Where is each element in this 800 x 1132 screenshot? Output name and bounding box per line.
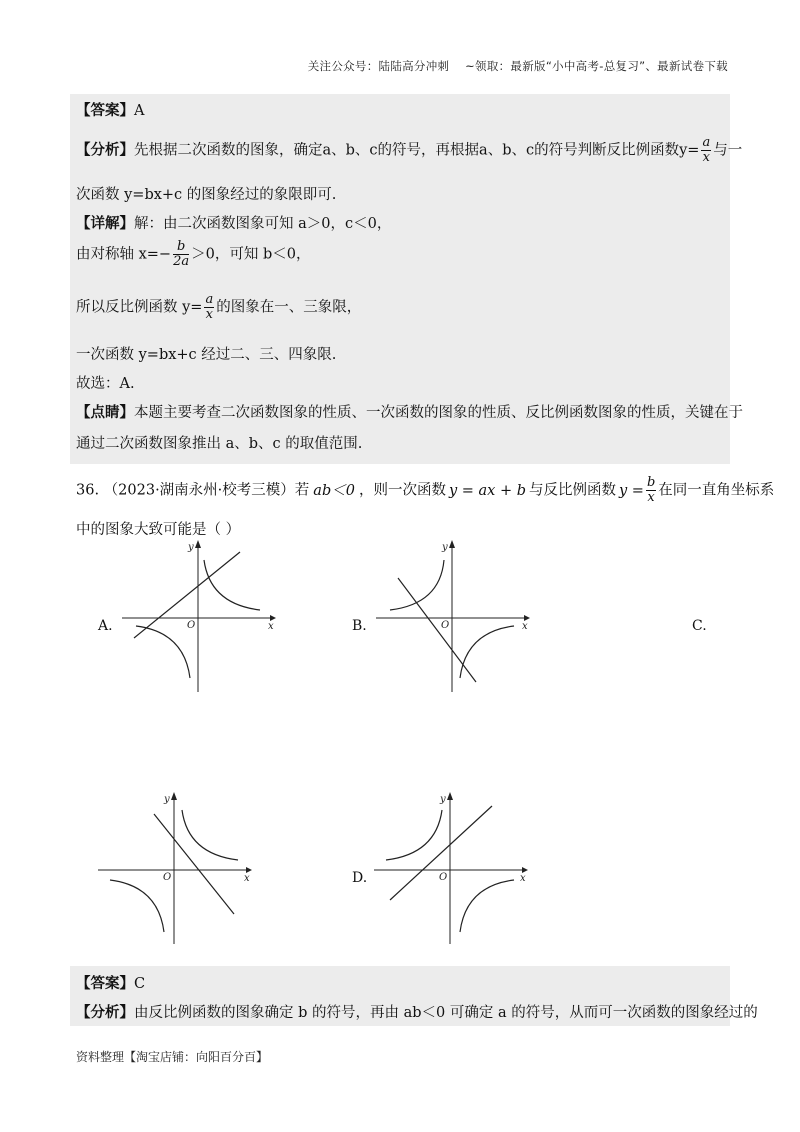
linear-function: y = ax + b <box>448 482 526 499</box>
option-b-label: B. <box>352 618 367 634</box>
answer-value: C <box>134 976 146 992</box>
hyperbola-branch-q3 <box>136 626 190 678</box>
hyperbola-branch-q1 <box>204 560 260 610</box>
prev-choose-line: 故选：A. <box>76 376 135 392</box>
prev-comment-line2: 通过二次函数图象推出 a、b、c 的取值范围. <box>76 436 363 452</box>
y-axis-arrow <box>449 540 455 548</box>
answer-tag: 【答案】 <box>76 103 134 119</box>
prev-linear-line: 一次函数 y=bx+c 经过二、三、四象限. <box>76 347 337 363</box>
option-a-label: A. <box>98 618 113 634</box>
prev-analysis-line2: 次函数 y=bx+c 的图象经过的象限即可. <box>76 187 337 203</box>
y-axis-arrow <box>195 540 201 548</box>
prev-answer-line <box>76 99 144 120</box>
question-stem-line1: 36. （2023·湖南永州·校考三模）若 ab＜0 ，则一次函数 y = ax + b 与反比例函数 y = $\frac{b}{x}$ 在同一直角坐标系 <box>76 475 775 505</box>
fraction-b-over-2a: $\frac{b}{2a}$ <box>173 239 190 269</box>
page-header: 关注公众号：陆陆高分冲刺 ~领取：最新版“小中高考-总复习”、最新试卷下载 <box>307 59 728 73</box>
origin-label: O <box>163 872 172 883</box>
page-footer: 资料整理【淘宝店铺：向阳百分百】 <box>76 1050 269 1064</box>
hyperbola-branch-q4 <box>460 880 514 932</box>
y-axis-arrow <box>447 792 453 800</box>
fraction-b-over-x: $\frac{b}{x}$ <box>646 475 656 505</box>
linear-line <box>390 806 492 900</box>
answer-tag: 【答案】 <box>76 976 134 992</box>
prev-inverse-line: 所以反比例函数 y= $\frac{a}{x}$ 的图象在一、三象限， <box>76 292 362 322</box>
y-axis-label: y <box>440 794 446 805</box>
y-axis-label: y <box>188 542 194 553</box>
x-axis-label: x <box>520 873 526 884</box>
hyperbola-branch-q1 <box>182 810 238 860</box>
analysis-text-tail: 与一 <box>713 142 743 159</box>
analysis-tag: 【分析】 <box>76 142 134 159</box>
detail-tag: 【详解】 <box>76 216 134 232</box>
x-axis-label: x <box>522 621 528 632</box>
prev-detail-line1: 【详解】解：由二次函数图象可知 a＞0，c＜0， <box>76 216 392 232</box>
prev-analysis-line1 <box>76 136 742 165</box>
option-d-label: D. <box>352 870 368 886</box>
x-axis-label: x <box>268 621 274 632</box>
option-c-label: C. <box>692 618 707 634</box>
graph-option-d <box>370 790 530 950</box>
origin-label: O <box>439 872 448 883</box>
question-condition: ab＜0 <box>313 482 355 499</box>
prev-axis-line: 由对称轴 x=− $\frac{b}{2a}$ ＞0，可知 b＜0， <box>76 239 311 269</box>
graph-option-b <box>372 538 532 698</box>
prev-comment-line1: 【点睛】本题主要考查二次函数图象的性质、一次函数的图象的性质、反比例函数图象的性质，关键在于 <box>76 405 743 421</box>
graph-option-c <box>94 790 254 950</box>
analysis-line: 【分析】由反比例函数的图象确定 b 的符号，再由 ab＜0 可确定 a 的符号，从而可一次函数的图象经过的 <box>76 1005 758 1021</box>
linear-line <box>154 814 234 914</box>
origin-label: O <box>187 620 196 631</box>
hyperbola-branch-q2 <box>386 810 442 860</box>
analysis-tag: 【分析】 <box>76 1005 134 1021</box>
comment-tag: 【点睛】 <box>76 405 134 421</box>
graph-option-a <box>118 538 278 698</box>
fraction-a-over-x: $\frac{a}{x}$ <box>702 135 711 165</box>
origin-label: O <box>441 620 450 631</box>
y-axis-label: y <box>442 542 448 553</box>
y-axis-label: y <box>164 794 170 805</box>
y-axis-arrow <box>171 792 177 800</box>
answer-line <box>76 972 145 993</box>
fraction-a-over-x-2: $\frac{a}{x}$ <box>205 292 214 322</box>
x-axis-label: x <box>244 873 250 884</box>
question-stem-line2: 中的图象大致可能是（ ） <box>76 522 241 538</box>
question-source: （2023·湖南永州·校考三模）若 <box>103 482 310 499</box>
hyperbola-branch-q4 <box>460 626 514 678</box>
analysis-text: 先根据二次函数的图象，确定a、b、c的符号，再根据a、b、c的符号判断反比例函数y= <box>134 142 700 159</box>
linear-line <box>398 578 476 682</box>
question-number: 36. <box>76 482 100 499</box>
answer-value: A <box>134 103 145 119</box>
hyperbola-branch-q3 <box>110 880 164 932</box>
